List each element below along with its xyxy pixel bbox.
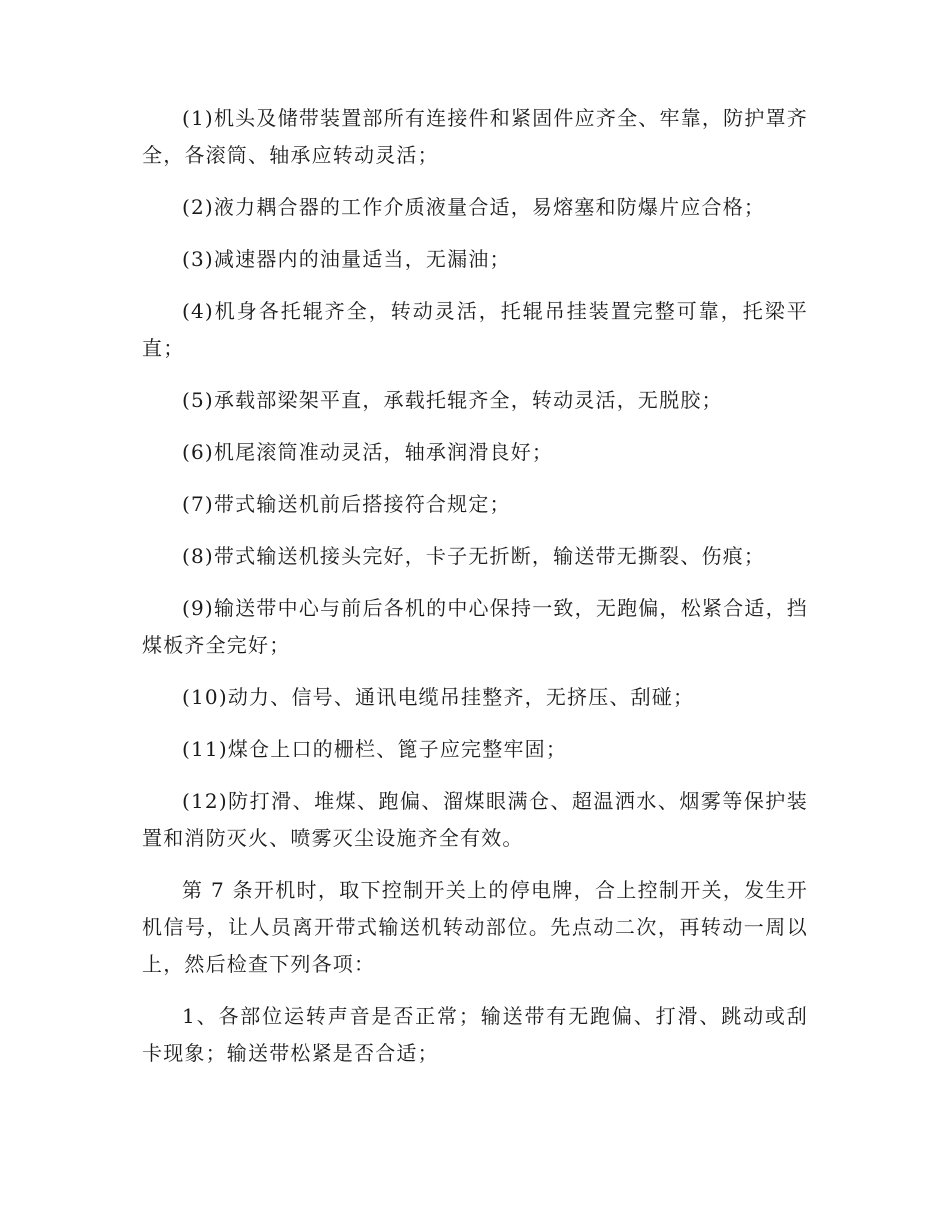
document-page	[142, 100, 808, 1087]
paragraph-item-11: (11)煤仓上口的栅栏、篦子应完整牢固；	[182, 737, 568, 761]
paragraph-item-7: (7)带式输送机前后搭接符合规定；	[182, 492, 511, 516]
paragraph-item-3: (3)减速器内的油量适当，无漏油；	[182, 247, 511, 271]
paragraph-item-4: (4)机身各托辊齐全，转动灵活，托辊吊挂装置完整可靠，托梁平直；	[142, 299, 808, 360]
paragraph-item-10: (10)动力、信号、通讯电缆吊挂整齐，无挤压、刮碰；	[182, 685, 695, 709]
paragraph-item-1: (1)机头及储带装置部所有连接件和紧固件应齐全、牢靠，防护罩齐全，各滚筒、轴承应转动灵活；	[142, 106, 808, 167]
paragraph-item-5: (5)承载部梁架平直，承载托辊齐全，转动灵活，无脱胶；	[182, 388, 723, 412]
paragraph-item-9: (9)输送带中心与前后各机的中心保持一致，无跑偏，松紧合适，挡煤板齐全完好；	[142, 596, 808, 657]
paragraph-item-8: (8)带式输送机接头完好，卡子无折断，输送带无撕裂、伤痕；	[182, 544, 766, 568]
paragraph-item-6: (6)机尾滚筒准动灵活，轴承润滑良好；	[182, 440, 554, 464]
check-item-1: 1、各部位运转声音是否正常；输送带有无跑偏、打滑、跳动或刮卡现象；输送带松紧是否合适；	[142, 1004, 808, 1065]
article-7-paragraph: 第 7 条开机时，取下控制开关上的停电牌，合上控制开关，发生开机信号，让人员离开带式输送机转动部位。先点动二次，再转动一周以上，然后检查下列各项：	[142, 878, 808, 976]
paragraph-item-2: (2)液力耦合器的工作介质液量合适，易熔塞和防爆片应合格；	[182, 195, 766, 219]
paragraph-item-12: (12)防打滑、堆煤、跑偏、溜煤眼满仓、超温洒水、烟雾等保护装置和消防灭火、喷雾灭尘设施齐全有效。	[142, 789, 808, 850]
